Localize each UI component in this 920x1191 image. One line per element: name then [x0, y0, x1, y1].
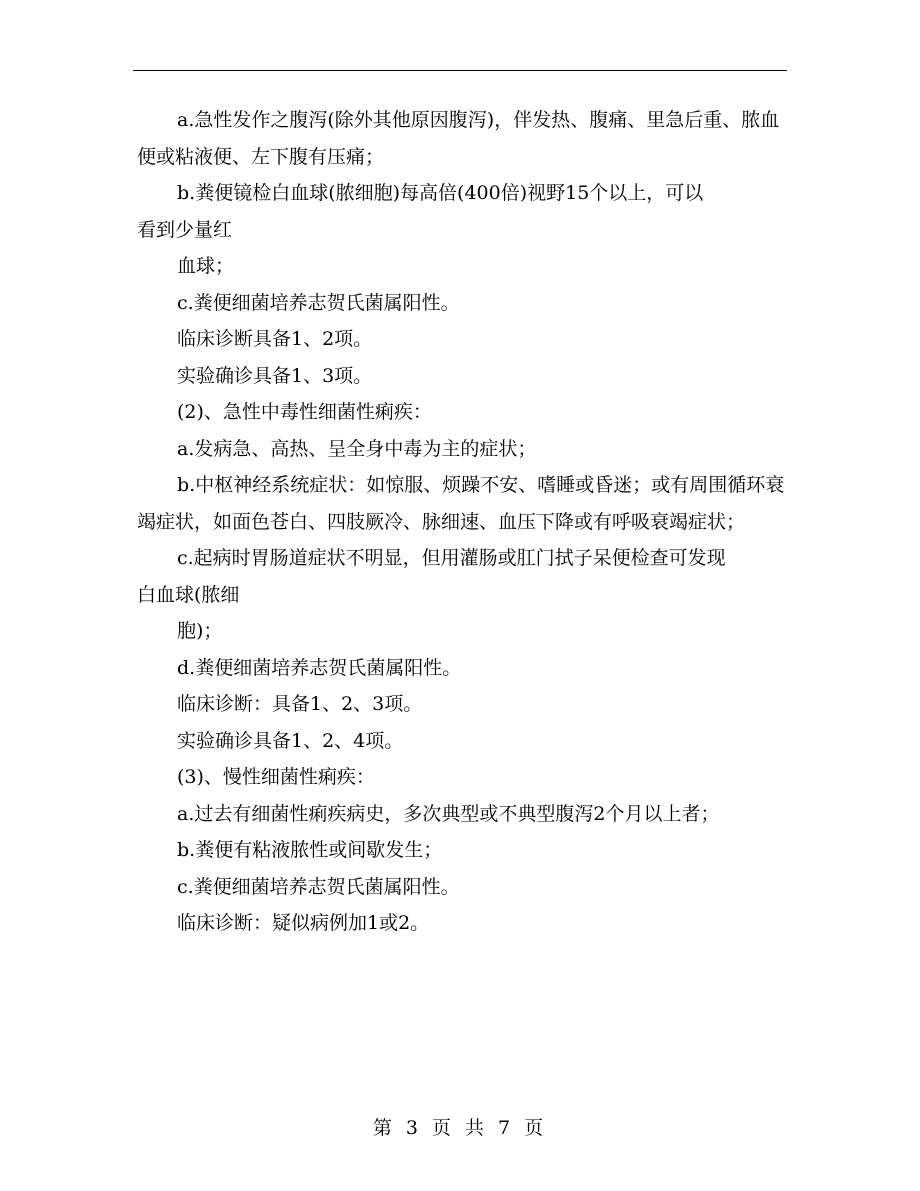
paragraph-b-stool-microscopy: b.粪便镜检白血球(脓细胞)每高倍(400倍)视野15个以上，可以: [177, 182, 704, 204]
paragraph-b-continued-2: 血球；: [177, 255, 235, 277]
paragraph-b-cns-symptoms: b.中枢神经系统症状：如惊服、烦躁不安、嗜睡或昏迷；或有周围循环衰竭症状，如面色苍白、四肢厥冷、脉细速、血压下降或有呼吸衰竭症状；: [137, 474, 785, 533]
paragraph-c-culture-3: c.粪便细菌培养志贺氏菌属阳性。: [177, 875, 460, 898]
header-rule: [133, 70, 787, 71]
paragraph-b-continued: 看到少量红: [137, 218, 233, 241]
paragraph-clinical-diagnosis-3: 临床诊断：疑似病例加1或2。: [177, 912, 430, 934]
document-body: [137, 102, 787, 942]
paragraph-b-mucus-pus: b.粪便有粘液脓性或间歇发生；: [177, 839, 443, 861]
paragraph-d-culture: d.粪便细菌培养志贺氏菌属阳性。: [177, 656, 462, 679]
paragraph-lab-confirmation-2: 实验确诊具备1、2、4项。: [177, 729, 404, 752]
section-heading-2: (2)、急性中毒性细菌性痢疾：: [177, 401, 432, 423]
paragraph-c-gi-symptoms: c.起病时胃肠道症状不明显，但用灌肠或肛门拭子呆便检查可发现: [177, 547, 726, 569]
paragraph-c-culture: c.粪便细菌培养志贺氏菌属阳性。: [177, 291, 460, 314]
paragraph-clinical-diagnosis: 临床诊断具备1、2项。: [177, 328, 373, 350]
page-footer: 第 3 页 共 7 页: [372, 1117, 548, 1139]
section-heading-3: (3)、慢性细菌性痢疾：: [177, 766, 375, 788]
paragraph-a-acute-onset: a.发病急、高热、呈全身中毒为主的症状；: [177, 437, 537, 460]
paragraph-a-acute-diarrhea: a.急性发作之腹泻(除外其他原因腹泻)，伴发热、腹痛、里急后重、脓血便或粘液便、左下腹有压痛；: [137, 109, 780, 168]
paragraph-lab-confirmation: 实验确诊具备1、3项。: [177, 364, 373, 387]
paragraph-c-continued: 白血球(脓细: [137, 583, 240, 606]
paragraph-c-continued-2: 胞)；: [177, 620, 223, 642]
paragraph-clinical-diagnosis-2: 临床诊断：具备1、2、3项。: [177, 693, 423, 715]
paragraph-a-history: a.过去有细菌性痢疾病史，多次典型或不典型腹泻2个月以上者；: [177, 802, 720, 825]
